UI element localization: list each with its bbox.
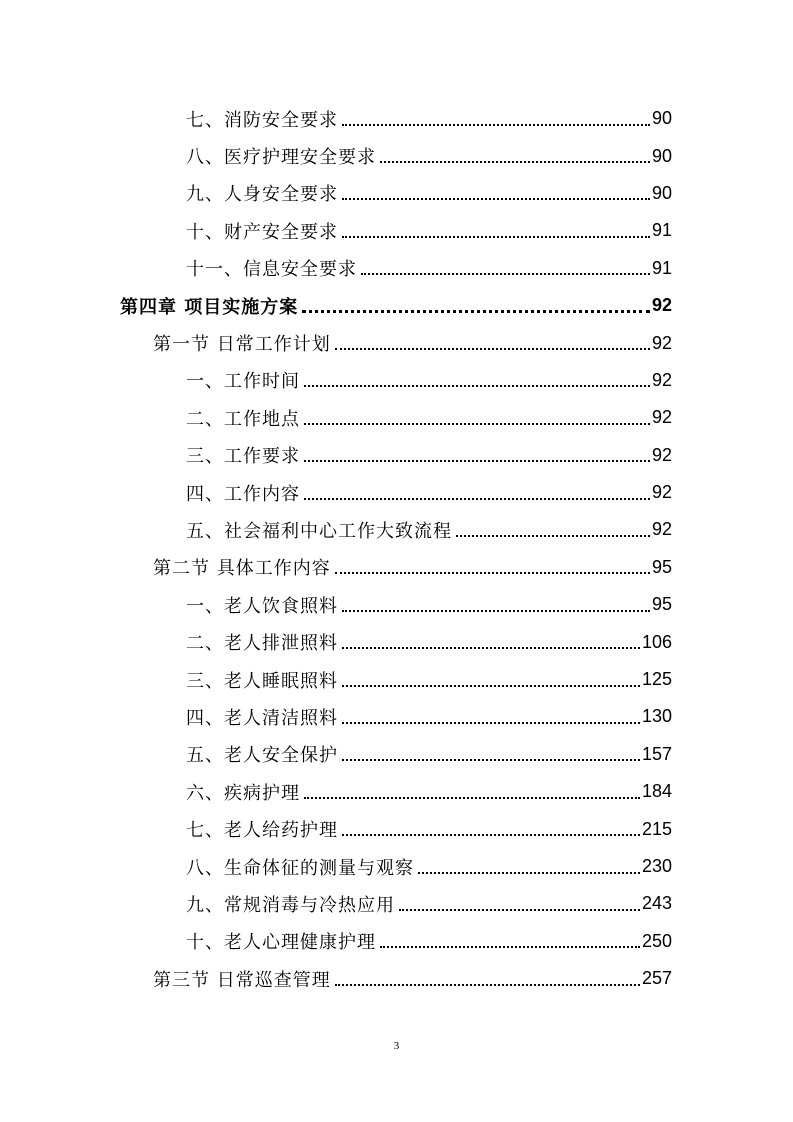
toc-entry-item[interactable] [0, 399, 672, 436]
dot-leader [302, 292, 650, 313]
dot-leader [342, 741, 640, 761]
dot-leader [342, 704, 640, 724]
toc-entry-page-number: 90 [651, 108, 672, 129]
toc-entry-section[interactable] [0, 324, 672, 361]
toc-entry-title: 五、社会福利中心工作大致流程 [186, 520, 452, 542]
dot-leader [342, 592, 650, 612]
toc-entry-page-number: 92 [651, 295, 672, 316]
dot-leader [304, 367, 650, 387]
toc-entry-page-number: 243 [641, 893, 672, 914]
toc-entry-title: 二、老人排泄照料 [186, 633, 338, 655]
toc-entry-page-number: 91 [651, 220, 672, 241]
dot-leader [342, 816, 640, 836]
dot-leader [335, 330, 650, 350]
toc-entry-title: 六、疾病护理 [186, 782, 300, 804]
dot-leader [304, 442, 650, 462]
dot-leader [342, 218, 650, 238]
dot-leader [418, 854, 640, 874]
dot-leader [342, 180, 650, 200]
toc-entry-page-number: 92 [651, 444, 672, 465]
toc-entry-item[interactable] [0, 923, 672, 960]
toc-entry-item[interactable] [0, 698, 672, 735]
toc-entry-title: 四、老人清洁照料 [186, 707, 338, 729]
dot-leader [304, 779, 640, 799]
toc-entry-item[interactable] [0, 474, 672, 511]
toc-entry-page-number: 130 [641, 706, 672, 727]
toc-entry-title: 七、老人给药护理 [186, 820, 338, 842]
toc-entry-title: 九、常规消毒与冷热应用 [186, 894, 395, 916]
dot-leader [399, 891, 640, 911]
dot-leader [335, 966, 640, 986]
toc-entry-title: 十、老人心理健康护理 [186, 932, 376, 954]
page-number: 3 [393, 1040, 400, 1052]
toc-entry-page-number: 91 [651, 257, 672, 278]
toc-entry-title: 十、财产安全要求 [186, 221, 338, 243]
toc-entry-page-number: 92 [651, 369, 672, 390]
toc-entry-item[interactable] [0, 250, 672, 287]
toc-entry-title: 七、消防安全要求 [186, 109, 338, 131]
toc-entry-title: 八、医疗护理安全要求 [186, 147, 376, 169]
toc-entry-section[interactable] [0, 960, 672, 997]
toc-entry-item[interactable] [0, 773, 672, 810]
toc-entry-page-number: 184 [641, 781, 672, 802]
toc-entry-item[interactable] [0, 362, 672, 399]
toc-entry-item[interactable] [0, 137, 672, 174]
dot-leader [342, 106, 650, 126]
toc-entry-item[interactable] [0, 100, 672, 137]
toc-entry-item[interactable] [0, 810, 672, 847]
toc-entry-item[interactable] [0, 437, 672, 474]
toc-entry-item[interactable] [0, 848, 672, 885]
toc-entry-page-number: 250 [641, 930, 672, 951]
toc-entry-title: 四、工作内容 [186, 483, 300, 505]
toc-entry-page-number: 106 [641, 631, 672, 652]
toc-entry-chapter[interactable] [0, 287, 672, 324]
table-of-contents [0, 100, 793, 997]
toc-entry-title: 二、工作地点 [186, 408, 300, 430]
toc-entry-page-number: 90 [651, 145, 672, 166]
toc-entry-page-number: 95 [651, 556, 672, 577]
toc-entry-item[interactable] [0, 175, 672, 212]
toc-entry-page-number: 92 [651, 482, 672, 503]
toc-entry-page-number: 90 [651, 182, 672, 203]
toc-entry-title: 十一、信息安全要求 [186, 259, 357, 281]
dot-leader [342, 629, 640, 649]
toc-entry-page-number: 230 [641, 856, 672, 876]
toc-entry-title: 第四章 项目实施方案 [120, 296, 299, 318]
toc-entry-page-number: 125 [641, 669, 672, 690]
toc-entry-title: 三、工作要求 [186, 446, 300, 468]
toc-entry-item[interactable] [0, 511, 672, 548]
dot-leader [304, 480, 650, 500]
toc-entry-item[interactable] [0, 586, 672, 623]
toc-entry-title: 一、工作时间 [186, 371, 300, 393]
dot-leader [335, 554, 650, 574]
toc-entry-item[interactable] [0, 736, 672, 773]
toc-entry-title: 第二节 具体工作内容 [153, 558, 331, 580]
toc-entry-item[interactable] [0, 212, 672, 249]
toc-entry-page-number: 215 [641, 818, 672, 839]
dot-leader [304, 405, 650, 425]
toc-entry-title: 八、生命体征的测量与观察 [186, 857, 414, 879]
toc-entry-title: 九、人身安全要求 [186, 184, 338, 206]
toc-entry-page-number: 92 [651, 332, 672, 353]
toc-entry-item[interactable] [0, 885, 672, 922]
toc-entry-page-number: 157 [641, 743, 672, 764]
toc-entry-page-number: 92 [651, 407, 672, 428]
toc-entry-page-number: 95 [651, 594, 672, 615]
dot-leader [361, 255, 650, 275]
dot-leader [456, 517, 650, 537]
dot-leader [380, 928, 640, 948]
toc-entry-title: 三、老人睡眠照料 [186, 670, 338, 692]
toc-entry-item[interactable] [0, 623, 672, 660]
dot-leader [380, 143, 650, 163]
toc-entry-page-number: 257 [641, 968, 672, 989]
toc-entry-title: 第三节 日常巡查管理 [153, 969, 331, 991]
toc-entry-page-number: 92 [651, 519, 672, 540]
toc-entry-item[interactable] [0, 661, 672, 698]
toc-entry-title: 第一节 日常工作计划 [153, 334, 331, 356]
toc-entry-title: 一、老人饮食照料 [186, 595, 338, 617]
dot-leader [342, 667, 640, 687]
toc-entry-section[interactable] [0, 549, 672, 586]
toc-entry-title: 五、老人安全保护 [186, 745, 338, 767]
